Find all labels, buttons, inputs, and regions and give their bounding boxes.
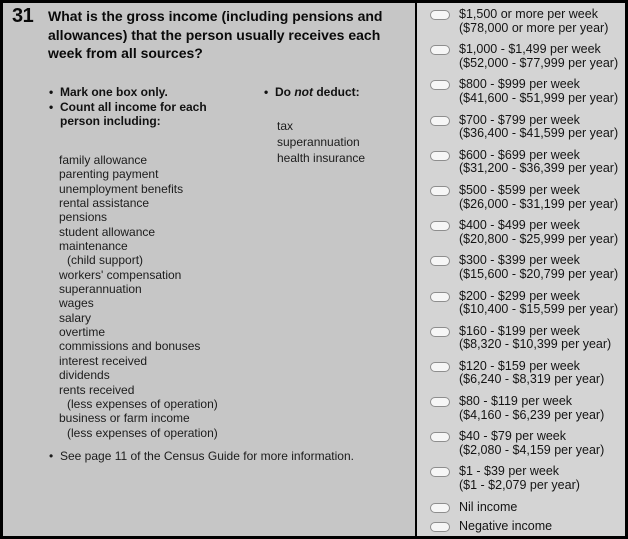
income-option-year-text: ($8,320 - $10,399 per year) (459, 337, 612, 352)
income-option-row (430, 465, 621, 492)
income-option-checkbox[interactable] (430, 432, 450, 442)
income-source-item: rents received (59, 382, 135, 397)
income-option-checkbox[interactable] (430, 467, 450, 477)
income-source-item: (less expenses of operation) (67, 425, 218, 440)
income-option-week-text: $1,500 or more per week (459, 7, 598, 21)
income-option-checkbox[interactable] (430, 397, 450, 407)
deduct-item: health insurance (277, 150, 366, 165)
income-source-item: (less expenses of operation) (67, 396, 218, 411)
income-option-week-text: $160 - $199 per week (459, 323, 580, 338)
instructions-left (48, 85, 223, 129)
income-source-item: family allowance (59, 153, 148, 167)
income-option-checkbox[interactable] (430, 522, 450, 532)
do-not-deduct-emphasis: not (294, 85, 313, 99)
income-option-week-text: $200 - $299 per week (459, 288, 580, 303)
income-source-item: parenting payment (59, 167, 159, 182)
income-option-checkbox[interactable] (430, 80, 450, 90)
income-option-year-text: ($52,000 - $77,999 per year) (459, 55, 619, 70)
income-source-item: salary (59, 310, 92, 325)
income-source-item: dividends (59, 368, 110, 383)
income-source-item: unemployment benefits (59, 181, 184, 196)
income-option-label (459, 465, 580, 492)
income-option-row (430, 114, 621, 141)
income-source-item: workers' compensation (59, 267, 182, 282)
income-option-label (459, 254, 618, 281)
income-option-week-text: $80 - $119 per week (459, 394, 573, 409)
income-option-week-text: $1,000 - $1,499 per week (459, 42, 601, 57)
question-panel (3, 3, 415, 536)
income-option-row (430, 149, 621, 176)
income-option-year-text: ($41,600 - $51,999 per year) (459, 90, 619, 105)
income-option-row (430, 219, 621, 246)
deduct-item: tax (277, 119, 294, 133)
income-option-week-text: $400 - $499 per week (459, 218, 580, 233)
income-option-label (459, 43, 618, 70)
income-option-year-text: ($2,080 - $4,159 per year) (459, 442, 605, 457)
income-source-item: commissions and bonuses (59, 339, 201, 354)
income-option-week-text: $120 - $159 per week (459, 358, 580, 373)
income-option-row (430, 8, 621, 35)
income-option-checkbox[interactable] (430, 45, 450, 55)
income-option-row (430, 184, 621, 211)
income-option-year-text: ($26,000 - $31,199 per year) (459, 196, 619, 211)
income-option-label (459, 520, 552, 534)
income-option-checkbox[interactable] (430, 10, 450, 20)
income-option-week-text: $600 - $699 per week (459, 147, 580, 162)
income-option-checkbox[interactable] (430, 151, 450, 161)
question-text: What is the gross income (including pensions and allowances) that the person usually receives each week from all sources? (48, 8, 383, 62)
income-option-week-text: $1 - $39 per week (459, 464, 560, 479)
income-option-row (430, 520, 621, 534)
income-option-week-text: $700 - $799 per week (459, 112, 580, 127)
income-option-row (430, 325, 621, 352)
income-option-row (430, 430, 621, 457)
income-source-item: maintenance (59, 239, 128, 254)
income-option-row (430, 501, 621, 515)
income-source-item: pensions (59, 210, 108, 225)
income-option-label (459, 184, 618, 211)
do-not-deduct-suffix: deduct: (313, 85, 360, 99)
income-option-week-text: Nil income (459, 499, 518, 514)
see-note: • See page 11 of the Census Guide for more information. (48, 449, 398, 464)
income-source-item: rental assistance (59, 196, 150, 211)
income-source-item: interest received (59, 353, 148, 368)
instruction-mark-one-box: • Mark one box only. (48, 85, 223, 100)
do-not-deduct-heading (263, 85, 408, 100)
income-option-checkbox[interactable] (430, 362, 450, 372)
income-option-year-text: ($4,160 - $6,239 per year) (459, 407, 605, 422)
income-option-year-text: ($15,600 - $20,799 per year) (459, 266, 619, 281)
income-option-label (459, 395, 604, 422)
income-option-year-text: ($20,800 - $25,999 per year) (459, 231, 619, 246)
income-source-item: business or farm income (59, 411, 190, 426)
income-option-label (459, 290, 618, 317)
income-option-label (459, 149, 618, 176)
income-option-label (459, 325, 611, 352)
income-source-item: superannuation (59, 282, 142, 297)
income-source-item: student allowance (59, 224, 156, 239)
do-not-deduct-prefix: Do (275, 85, 295, 99)
income-option-label (459, 114, 618, 141)
income-option-year-text: ($1 - $2,079 per year) (459, 478, 580, 493)
income-option-checkbox[interactable] (430, 186, 450, 196)
income-option-year-text: ($31,200 - $36,399 per year) (459, 161, 619, 176)
income-option-year-text: ($36,400 - $41,599 per year) (459, 126, 619, 141)
income-option-row (430, 290, 621, 317)
income-option-row (430, 360, 621, 387)
instruction-count-all-income: • Count all income for each person including: (48, 100, 223, 129)
income-option-row (430, 395, 621, 422)
income-option-year-text: ($6,240 - $8,319 per year) (459, 372, 605, 387)
income-option-year-text: ($10,400 - $15,599 per year) (459, 302, 619, 317)
income-source-item: wages (59, 296, 94, 311)
income-option-row (430, 254, 621, 281)
income-source-item: (child support) (67, 253, 144, 268)
deduct-item: superannuation (277, 134, 360, 149)
income-option-week-text: Negative income (459, 519, 553, 534)
income-option-checkbox[interactable] (430, 292, 450, 302)
income-option-week-text: $800 - $999 per week (459, 77, 580, 92)
income-option-label (459, 219, 618, 246)
income-option-checkbox[interactable] (430, 116, 450, 126)
income-option-label (459, 501, 517, 515)
do-not-deduct-label (263, 85, 408, 100)
income-option-checkbox[interactable] (430, 256, 450, 266)
income-source-item: overtime (59, 325, 106, 340)
income-option-week-text: $300 - $399 per week (459, 253, 580, 268)
answer-options-panel (417, 3, 625, 536)
income-option-label (459, 8, 608, 35)
income-option-week-text: $500 - $599 per week (459, 182, 580, 197)
income-option-row (430, 78, 621, 105)
income-option-checkbox[interactable] (430, 503, 450, 513)
income-option-week-text: $40 - $79 per week (459, 429, 567, 444)
income-option-label (459, 430, 604, 457)
income-sources-list (59, 153, 319, 440)
income-option-checkbox[interactable] (430, 327, 450, 337)
deduct-items-list (277, 119, 365, 166)
income-option-label (459, 78, 618, 105)
income-option-row (430, 43, 621, 70)
income-option-label (459, 360, 604, 387)
question-number: 31 (12, 5, 34, 27)
income-option-year-text: ($78,000 or more per year) (459, 20, 609, 35)
income-option-checkbox[interactable] (430, 221, 450, 231)
